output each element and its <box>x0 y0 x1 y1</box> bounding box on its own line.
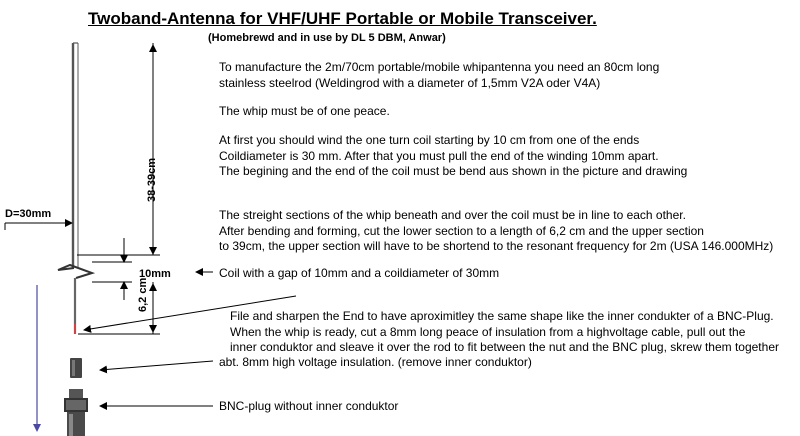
text-line: At first you should wind the one turn coil starting by 10 cm from one of the ends <box>219 133 640 147</box>
text-line: When the whip is ready, cut a 8mm long peace of insulation from a highvoltage cable, pull out the <box>230 324 746 339</box>
insulation-piece <box>70 358 82 378</box>
text-line: After bending and forming, cut the lower section to a length of 6,2 cm and the upper section <box>219 223 704 238</box>
text-line: The whip must be of one peace. <box>219 104 390 118</box>
text-line: Coildiameter is 30 mm. After that you must pull the end of the winding 10mm apart. <box>219 148 659 163</box>
lower-dimension <box>78 282 160 334</box>
insulation-pointer-arrow <box>100 361 213 370</box>
text-line: inner conduktor and sleave it over the rod to fit between the nut and the BNC plug, skrew them together <box>230 340 779 354</box>
sharpen-pointer-arrow <box>84 296 296 330</box>
text-line: The streight sections of the whip beneath and over the coil must be in line to each other. <box>219 208 686 222</box>
text-line: To manufacture the 2m/70cm portable/mobile whipantenna you need an 80cm long <box>219 60 660 74</box>
whip-rod <box>73 43 78 268</box>
overall-length-arrow <box>33 285 41 432</box>
coil-note: Coil with a gap of 10mm and a coildiameter of 30mm <box>219 266 500 280</box>
gap-dimension <box>92 238 132 300</box>
text-line: File and sharpen the End to have aproximitley the same shape like the inner condukter of a BNC-Plug. <box>230 309 774 323</box>
diameter-dimension <box>5 223 72 230</box>
page-subtitle: (Homebrewd and in use by DL 5 DBM, Anwar) <box>208 32 446 44</box>
upper-length-label: 38-39cm <box>146 157 158 202</box>
coil <box>58 265 92 278</box>
coil-gap-label: 10mm <box>139 268 171 280</box>
upper-dimension <box>77 43 160 255</box>
insulation-note: abt. 8mm high voltage insulation. (remove inner conduktor) <box>219 355 532 369</box>
bnc-note: BNC-plug without inner conduktor <box>219 399 399 413</box>
text-line: stainless steelrod (Weldingrod with a diameter of 1,5mm V2A oder V4A) <box>219 75 601 90</box>
text-line: The begining and the end of the coil must be bend aus shown in the picture and drawing <box>219 164 688 178</box>
coil-diameter-label: D=30mm <box>5 208 52 220</box>
lower-length-label: 6,2 cm <box>137 277 149 312</box>
text-line: to 39cm, the upper section will have to be shortend to the resonant frequency for 2m (USA 146.000MHz) <box>219 239 774 253</box>
page-title: Twoband-Antenna for VHF/UHF Portable or Mobile Transceiver. <box>88 9 597 28</box>
bnc-plug <box>64 389 88 436</box>
